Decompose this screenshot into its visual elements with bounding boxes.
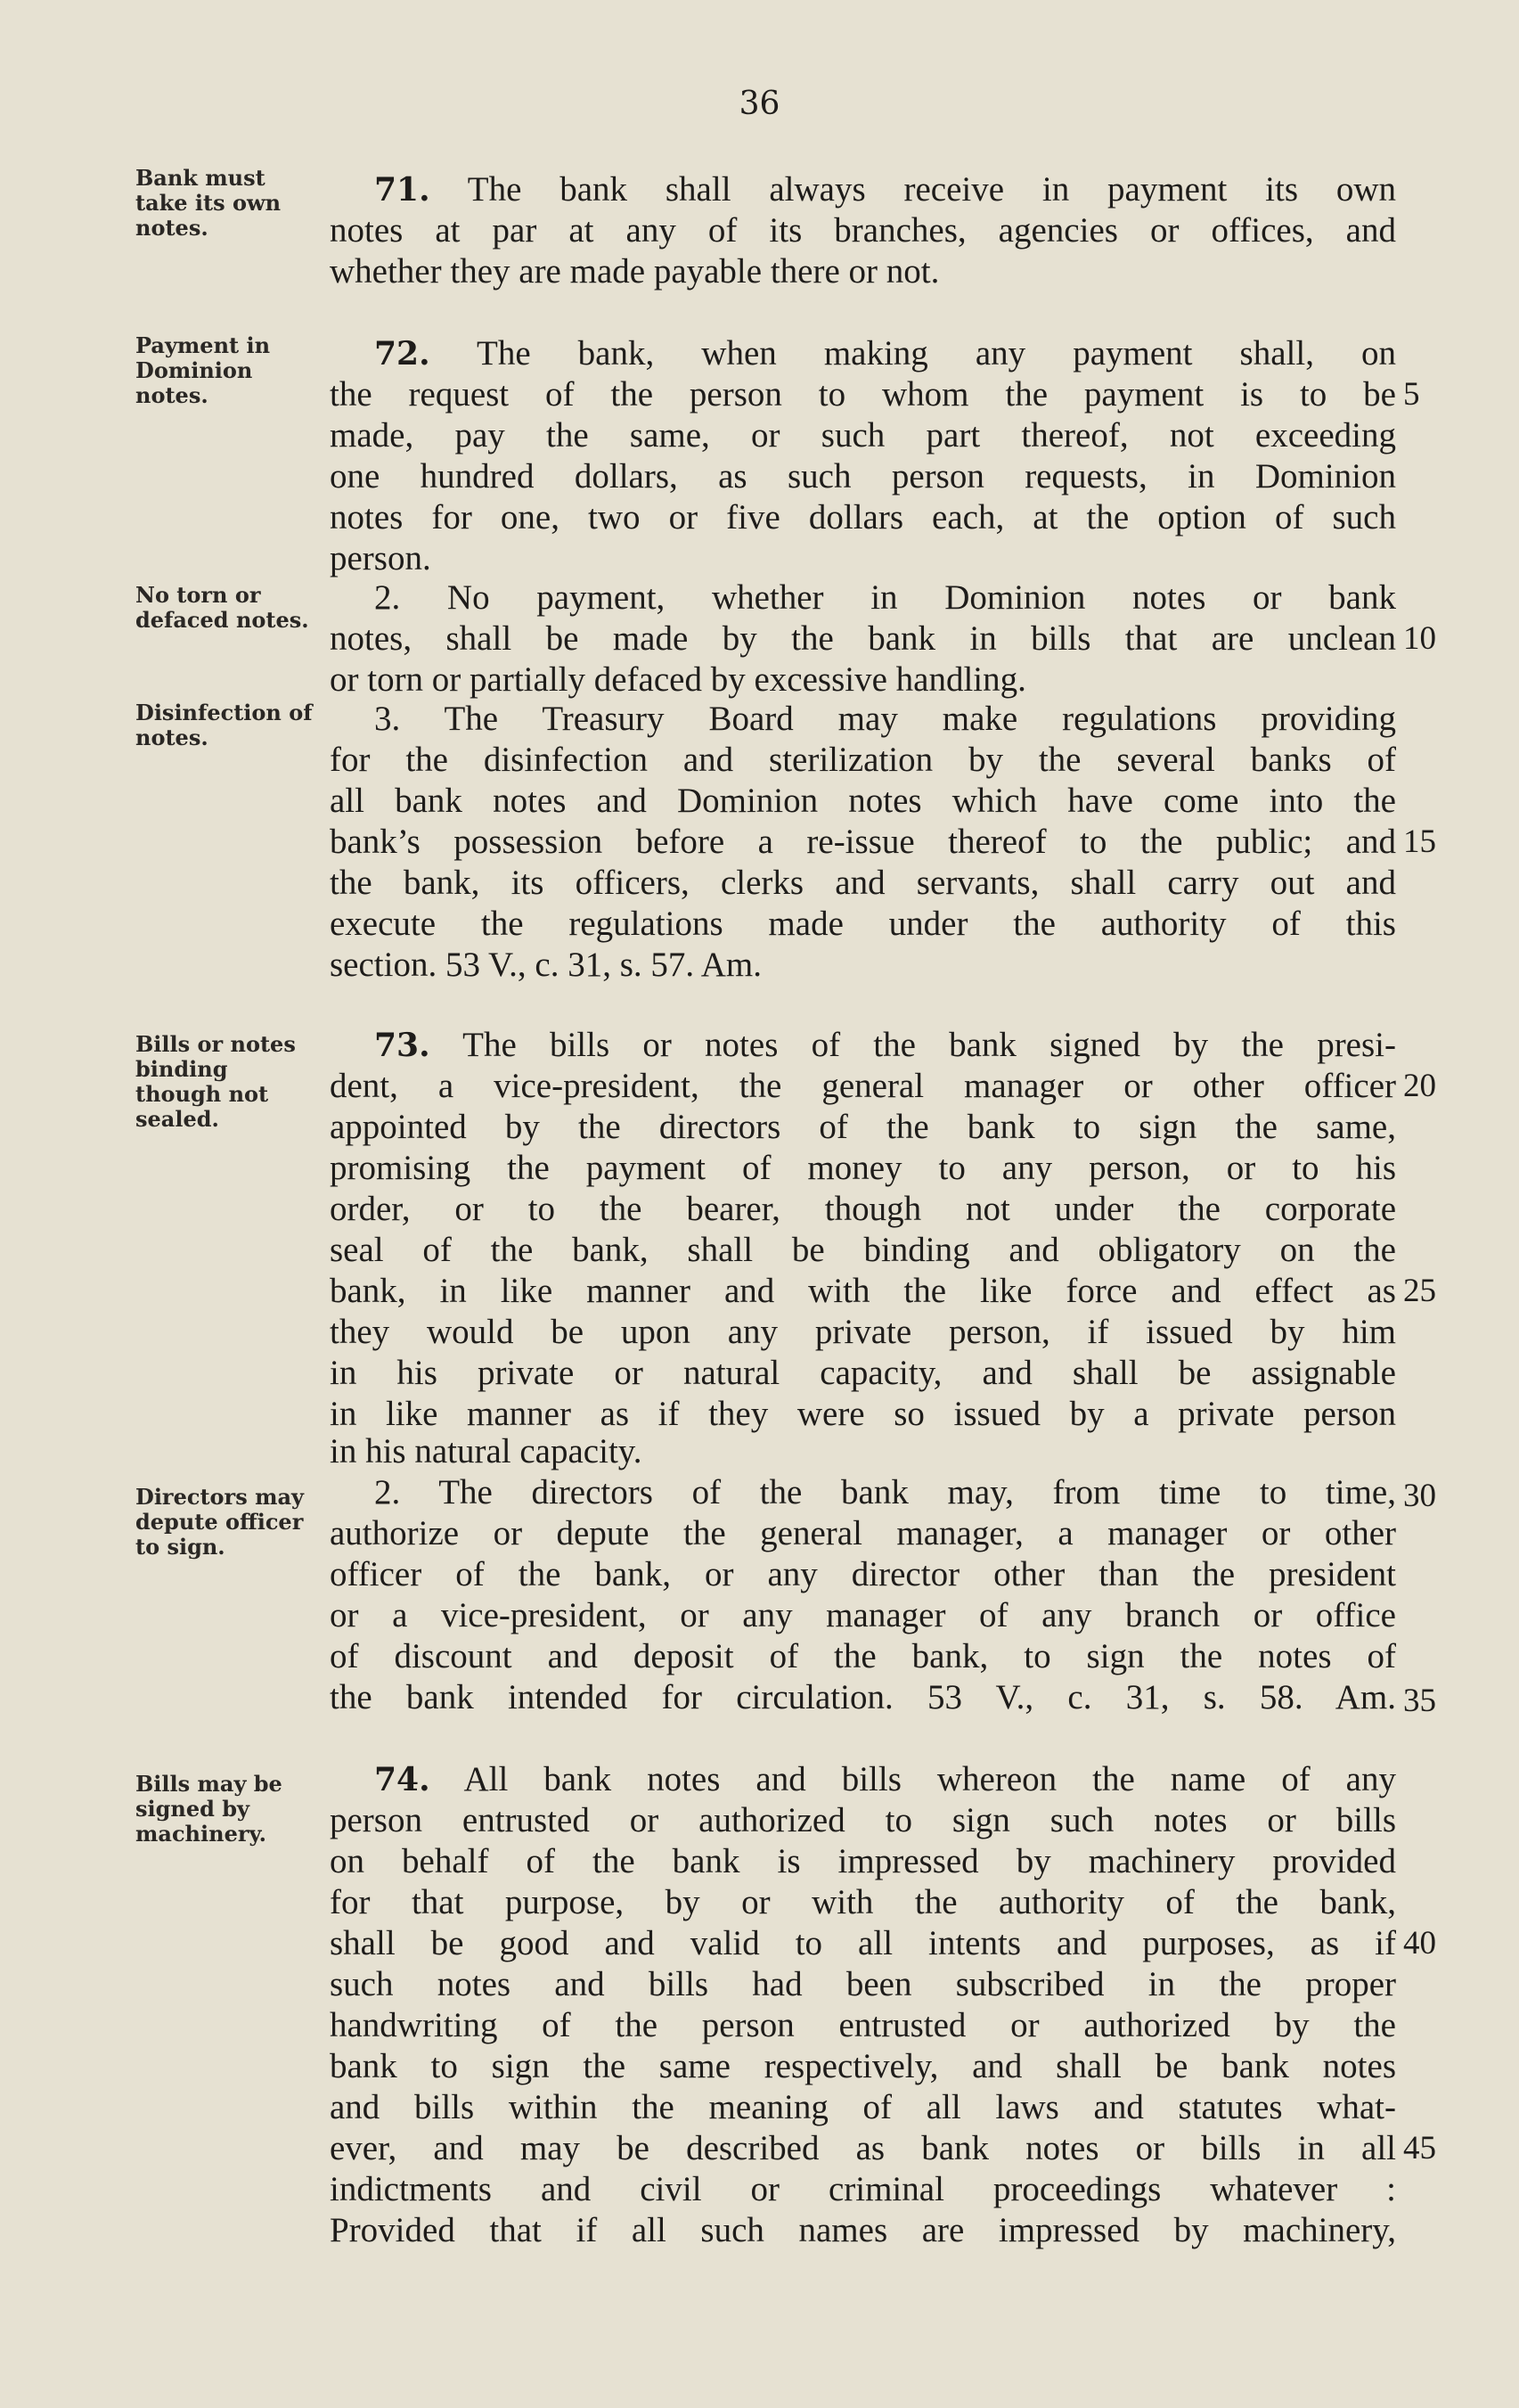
margin-note: Payment in Dominion notes. [135, 332, 271, 408]
text-line: 2. The directors of the bank may, from time to time, [374, 1473, 1396, 1511]
text-line: 2. No payment, whether in Dominion notes or bank [374, 578, 1396, 617]
section-number: 73. [374, 1027, 430, 1064]
text-line: for the disinfection and sterilization by the several banks of [330, 741, 1396, 779]
line-number: 40 [1403, 1925, 1436, 1962]
line-number: 35 [1403, 1683, 1436, 1719]
text-line: execute the regulations made under the authority of this [330, 905, 1396, 943]
text-line: Provided that if all such names are impressed by machinery, [330, 2211, 1396, 2249]
text: The bank shall always receive in payment its own [467, 170, 1396, 209]
section-number: 72. [374, 335, 430, 373]
text-line: notes for one, two or five dollars each, at the option of such [330, 498, 1396, 536]
text-line: in his natural capacity. [330, 1432, 642, 1470]
margin-note: Bank must take its own notes. [135, 165, 282, 241]
text-line: and bills within the meaning of all laws and statutes what- [330, 2088, 1396, 2126]
text-line: made, pay the same, or such part thereof, not exceeding [330, 416, 1396, 455]
section-number: 71. [374, 171, 430, 209]
section-71-first-line [330, 169, 1396, 210]
margin-note: No torn or defaced notes. [135, 582, 309, 633]
text-line: one hundred dollars, as such person requests, in Dominion [330, 457, 1396, 496]
text-line: or a vice-president, or any manager of any branch or office [330, 1596, 1396, 1634]
text-line: order, or to the bearer, though not under the corporate [330, 1190, 1396, 1228]
text-line: officer of the bank, or any director other than the president [330, 1555, 1396, 1593]
line-number: 45 [1403, 2130, 1436, 2166]
text-line: authorize or depute the general manager, a manager or other [330, 1514, 1396, 1552]
line-number: 10 [1403, 620, 1436, 657]
section-number: 74. [374, 1761, 430, 1798]
section-72-first-line [330, 333, 1396, 374]
margin-note: Directors may depute officer to sign. [135, 1484, 304, 1560]
text-line: appointed by the directors of the bank to sign the same, [330, 1108, 1396, 1146]
text-line: they would be upon any private person, if issued by him [330, 1313, 1396, 1351]
text-line: shall be good and valid to all intents and purposes, as if [330, 1924, 1396, 1962]
text-line: dent, a vice-president, the general manager or other officer [330, 1067, 1396, 1105]
text-line: section. 53 V., c. 31, s. 57. Am. [330, 946, 762, 984]
text-line: bank to sign the same respectively, and shall be bank notes [330, 2047, 1396, 2085]
margin-note: Disinfection of notes. [135, 700, 313, 750]
text-line: of discount and deposit of the bank, to sign the notes of [330, 1637, 1396, 1675]
line-number: 15 [1403, 823, 1436, 860]
text-line: the bank intended for circulation. 53 V., c. 31, s. 58. Am. [330, 1678, 1396, 1716]
text: The bills or notes of the bank signed by the presi- [462, 1026, 1396, 1064]
line-number: 5 [1403, 376, 1420, 413]
text-line: the request of the person to whom the payment is to be [330, 375, 1396, 414]
text-line: the bank, its officers, clerks and servants, shall carry out and [330, 864, 1396, 902]
margin-note: Bills or notes binding though not sealed. [135, 1031, 296, 1132]
text-line: indictments and civil or criminal proceedings whatever : [330, 2170, 1396, 2208]
line-number: 20 [1403, 1068, 1436, 1104]
text-line: notes, shall be made by the bank in bills that are unclean [330, 619, 1396, 658]
text-line: notes at par at any of its branches, agencies or offices, and [330, 211, 1396, 250]
text-line: in like manner as if they were so issued by a private person [330, 1395, 1396, 1433]
text-line: handwriting of the person entrusted or authorized by the [330, 2006, 1396, 2044]
text-line: bank, in like manner and with the like force and effect as [330, 1272, 1396, 1310]
text-line: on behalf of the bank is impressed by machinery provided [330, 1842, 1396, 1880]
text: The bank, when making any payment shall, on [477, 334, 1396, 373]
margin-note: Bills may be signed by machinery. [135, 1771, 282, 1847]
text-line: ever, and may be described as bank notes or bills in all [330, 2129, 1396, 2167]
text-line: bank’s possession before a re-issue thereof to the public; and [330, 823, 1396, 861]
text-line: for that purpose, by or with the authority of the bank, [330, 1883, 1396, 1921]
page-number: 36 [739, 86, 780, 122]
text-line: 3. The Treasury Board may make regulations providing [374, 700, 1396, 738]
text-line: all bank notes and Dominion notes which have come into the [330, 782, 1396, 820]
text-line: promising the payment of money to any person, or to his [330, 1149, 1396, 1187]
line-number: 30 [1403, 1478, 1436, 1514]
text-line: person entrusted or authorized to sign such notes or bills [330, 1801, 1396, 1839]
text: All bank notes and bills whereon the name of any [463, 1760, 1396, 1798]
section-73-first-line [330, 1025, 1396, 1066]
section-74-first-line [330, 1759, 1396, 1800]
text-line: such notes and bills had been subscribed in the proper [330, 1965, 1396, 2003]
text-line: or torn or partially defaced by excessive handling. [330, 660, 1026, 699]
line-number: 25 [1403, 1273, 1436, 1309]
text-line: person. [330, 539, 431, 577]
text-line: in his private or natural capacity, and shall be assignable [330, 1354, 1396, 1392]
text-line: whether they are made payable there or not. [330, 252, 940, 291]
text-line: seal of the bank, shall be binding and obligatory on the [330, 1231, 1396, 1269]
